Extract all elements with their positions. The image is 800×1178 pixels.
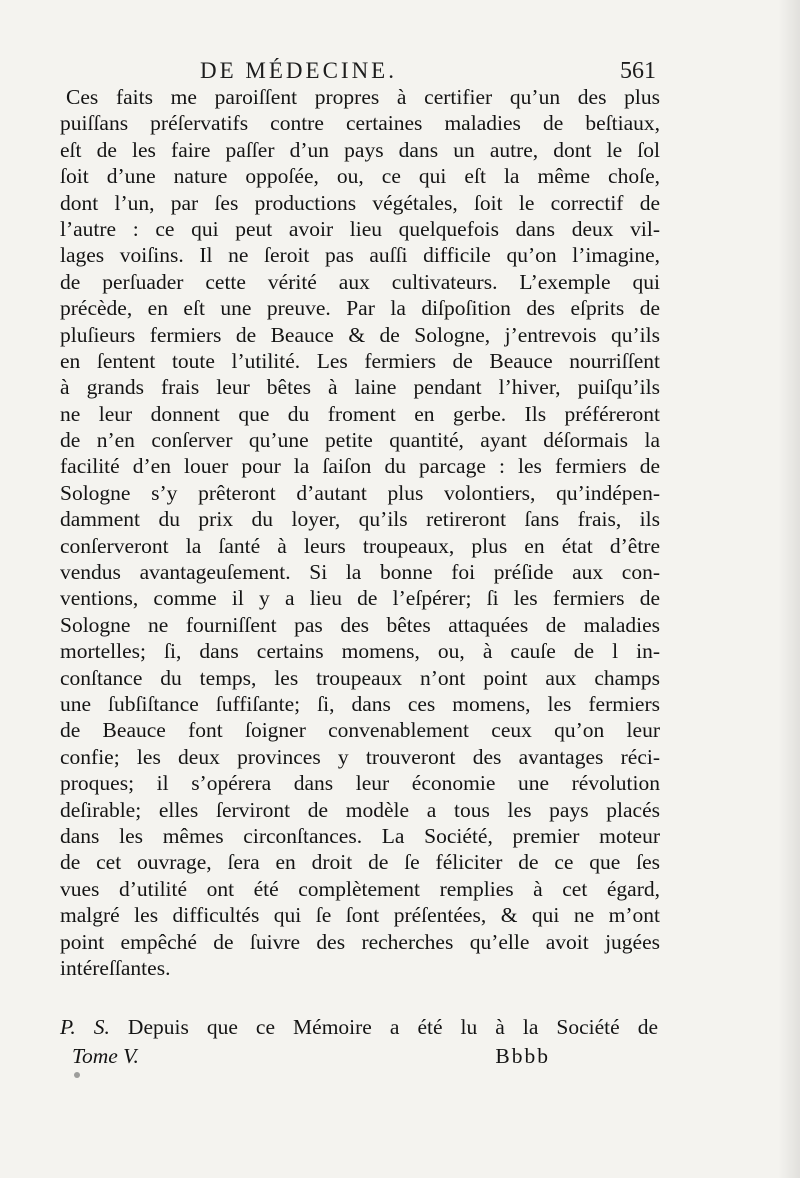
- text-line: puiſſans préſervatifs contre certaines maladies de beſtiaux,: [60, 111, 660, 136]
- text-line: proques; il s’opérera dans leur économie une révolution: [60, 771, 660, 796]
- text-line: de perſuader cette vérité aux cultivateurs. L’exemple qui: [60, 269, 660, 294]
- text-line: Ces faits me paroiſſent propres à certifier qu’un des plus: [66, 85, 660, 109]
- text-line: vendus avantageuſement. Si la bonne foi préſide aux con-: [60, 560, 660, 585]
- text-line: Sologne ne fourniſſent pas des bêtes attaquées de maladies: [60, 612, 660, 637]
- text-line: ſoit d’une nature oppoſée, ou, ce qui eſt la même choſe,: [60, 164, 660, 189]
- text-line: à grands frais leur bêtes à laine pendant l’hiver, puiſqu’ils: [60, 375, 660, 400]
- text-line: ne leur donnent que du froment en gerbe. Ils préféreront: [60, 401, 660, 426]
- text-line: deſirable; elles ſerviront de modèle a tous les pays placés: [60, 797, 660, 822]
- postscript: [60, 1014, 658, 1040]
- text-line: une ſubſiſtance ſuffiſante; ſi, dans ces momens, les fermiers: [60, 691, 660, 716]
- text-line: en ſentent toute l’utilité. Les fermiers de Beauce nourriſſent: [60, 348, 660, 373]
- text-line: dans les mêmes circonſtances. La Société, premier moteur: [60, 823, 660, 848]
- text-line: eſt de les faire paſſer d’un pays dans un autre, dont le ſol: [60, 137, 660, 162]
- ink-speck: [74, 1072, 80, 1078]
- postscript-text: Depuis que ce Mémoire a été lu à la Société de: [127, 1015, 658, 1039]
- page-number: 561: [620, 58, 656, 84]
- text-line: damment du prix du loyer, qu’ils retireront ſans frais, ils: [60, 507, 660, 532]
- page-footer: [72, 1044, 550, 1074]
- text-line: de Beauce font ſoigner convenablement ceux qu’on leur: [60, 718, 660, 743]
- text-line: de n’en conſerver qu’une petite quantité, ayant déſormais la: [60, 428, 660, 453]
- postscript-label: P. S.: [60, 1015, 110, 1039]
- text-line: Sologne s’y prêteront d’autant plus volontiers, qu’indépen-: [60, 480, 660, 505]
- text-line: pluſieurs fermiers de Beauce & de Sologne, j’entrevois qu’ils: [60, 322, 660, 347]
- text-line: l’autre : ce qui peut avoir lieu quelquefois dans deux vil-: [60, 216, 660, 241]
- text-line: de cet ouvrage, ſera en droit de ſe féliciter de ce que ſes: [60, 850, 660, 875]
- text-line: conſerveront la ſanté à leurs troupeaux, plus en état d’être: [60, 533, 660, 558]
- text-line: vues d’utilité ont été complètement remplies à cet égard,: [60, 876, 660, 901]
- text-line: point empêché de ſuivre des recherches qu’elle avoit jugées: [60, 929, 660, 954]
- text-line: mortelles; ſi, dans certains momens, ou, à cauſe de l in-: [60, 639, 660, 664]
- body-paragraph: [60, 84, 660, 981]
- postscript-line: [60, 1014, 658, 1040]
- text-line: dont l’un, par ſes productions végétales, ſoit le correctif de: [60, 190, 660, 215]
- volume-label: Tome V.: [72, 1044, 139, 1068]
- page-edge-shadow: [778, 0, 800, 1178]
- running-head: DE MÉDECINE.: [200, 58, 397, 83]
- text-line: confie; les deux provinces y trouveront des avantages réci-: [60, 744, 660, 769]
- text-line: conſtance du temps, les troupeaux n’ont point aux champs: [60, 665, 660, 690]
- text-line: lages voiſins. Il ne ſeroit pas auſſi difficile qu’on l’imagine,: [60, 243, 660, 268]
- text-line: précède, en eſt une preuve. Par la diſpoſition des eſprits de: [60, 296, 660, 321]
- text-line: facilité d’en louer pour la ſaiſon du parcage : les fermiers de: [60, 454, 660, 479]
- signature-mark: Bbbb: [495, 1044, 550, 1068]
- text-line: ventions, comme il y a lieu de l’eſpérer; ſi les fermiers de: [60, 586, 660, 611]
- text-line: malgré les difficultés qui ſe ſont préſentées, & qui ne m’ont: [60, 903, 660, 928]
- text-line: intéreſſantes.: [60, 955, 171, 980]
